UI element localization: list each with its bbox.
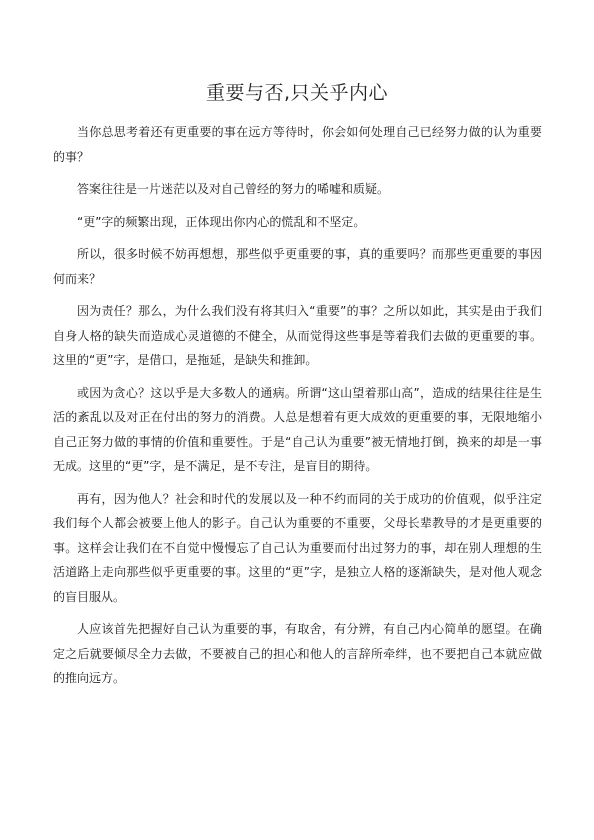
paragraph-5: 因为责任？那么，为什么我们没有将其归入“重要”的事？之所以如此，其实是由于我们自身人格的缺失而造成心灵道德的不健全，从而觉得这些事是等着我们去做的更重要的事。这里的“更”字，是借口，是拖延，是缺失和推卸。 <box>53 304 542 367</box>
paragraph-3: “更”字的频繁出现，正体现出你内心的慌乱和不坚定。 <box>77 214 366 229</box>
paragraph-1: 当你总思考着还有更重要的事在远方等待时，你会如何处理自己已经努力做的认为重要的事？ <box>53 125 542 164</box>
paragraph-7: 再有，因为他人？社会和时代的发展以及一种不约而同的关于成功的价值观，似乎注定我们每个人都会被要上他人的影子。自己认为重要的不重要，父母长辈教导的才是更重要的事。这样会让我们在不自觉中慢慢忘了自己认为重要而付出过努力的事，却在别人理想的生活道路上走向那些似乎更重要的事。这里的“更”字，是独立人格的逐渐缺失，是对他人观念的盲目服从。 <box>53 491 542 604</box>
paragraph-4: 所以，很多时候不妨再想想，那些似乎更重要的事，真的重要吗？而那些更重要的事因何而来？ <box>53 247 542 286</box>
document-title: 重要与否,只关乎内心 <box>205 82 389 104</box>
paragraph-6: 或因为贪心？这以乎是大多数人的通病。所谓“这山望着那山高”，造成的结果往往是生活的紊乱以及对正在付出的努力的消费。人总是想着有更大成效的更重要的事，无限地缩小自己正努力做的事情的价值和重要性。于是“自己认为重要”被无情地打倒，换来的却是一事无成。这里的“更”字，是不满足，是不专注，是盲目的期待。 <box>53 385 542 473</box>
document-body <box>53 120 542 699</box>
paragraph-8: 人应该首先把握好自己认为重要的事，有取舍，有分辨，有自己内心简单的愿望。在确定之后就要倾尽全力去做，不要被自己的担心和他人的言辞所牵绊，也不要把自己本就应做的推向远方。 <box>53 622 542 685</box>
paragraph-2: 答案往往是一片迷茫以及对自己曾经的努力的唏嘘和质疑。 <box>77 182 390 196</box>
